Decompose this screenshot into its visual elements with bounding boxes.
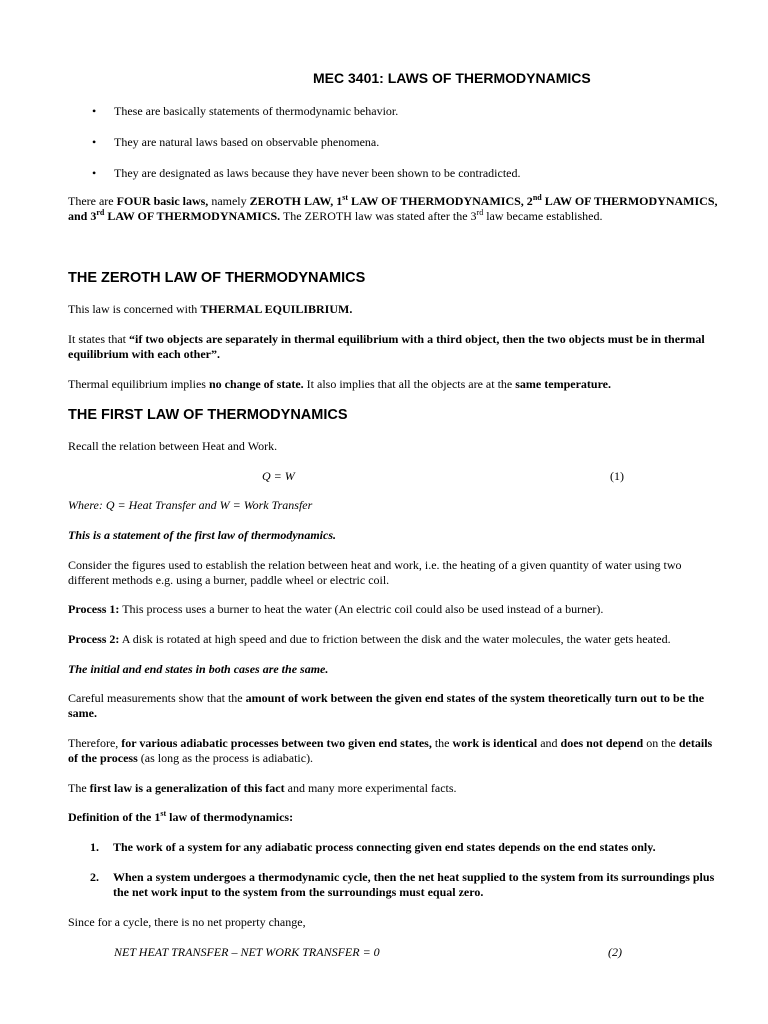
definition-heading (68, 810, 718, 825)
list-item: The work of a system for any adiabatic process connecting given end states depends on the end states only. (113, 840, 656, 854)
zeroth-statement-paragraph (68, 332, 718, 362)
text: (as long as the process is adiabatic). (137, 751, 314, 765)
zeroth-law-heading: THE ZEROTH LAW OF THERMODYNAMICS (68, 270, 366, 286)
equation-1: Q = W (262, 469, 295, 483)
bullet-text: They are natural laws based on observable phenomena. (114, 135, 380, 149)
bullet-text: These are basically statements of thermodynamic behavior. (114, 104, 399, 118)
document-title: MEC 3401: LAWS OF THERMODYNAMICS (313, 70, 591, 86)
equation-2: NET HEAT TRANSFER – NET WORK TRANSFER = 0 (114, 945, 380, 959)
bold-text: FOUR basic laws, (116, 194, 209, 208)
process-2-paragraph (68, 632, 718, 647)
text: This law is concerned with (68, 302, 201, 316)
bold-text: Definition of the 1 (68, 810, 161, 824)
same-states-paragraph: The initial and end states in both cases are the same. (68, 662, 329, 676)
superscript: nd (532, 193, 542, 202)
bullet-item (92, 135, 379, 150)
text: It also implies that all the objects are at the (303, 377, 516, 391)
bold-text: ZEROTH LAW, 1 (249, 194, 343, 208)
first-law-heading: THE FIRST LAW OF THERMODYNAMICS (68, 407, 348, 423)
list-item-number: 1. (90, 840, 99, 854)
text: on the (643, 736, 679, 750)
bold-text: work is identical (452, 736, 538, 750)
list-item-number: 2. (90, 870, 99, 884)
first-law-statement: This is a statement of the first law of thermodynamics. (68, 528, 337, 542)
bold-text: “if two objects are separately in thermal equilibrium with a third object, then the two objects must be in thermal equilibrium with each other”. (68, 332, 705, 361)
therefore-paragraph (68, 736, 718, 766)
bold-text: LAW OF THERMODYNAMICS. (104, 209, 281, 223)
text: The (68, 781, 90, 795)
equation-1-number: (1) (610, 469, 624, 483)
list-item: When a system undergoes a thermodynamic cycle, then the net heat supplied to the system from its surroundings plus the net work input to the system from the surroundings must equal zero. (113, 870, 715, 899)
text: A disk is rotated at high speed and due to friction between the disk and the water molecules, the water gets heated. (119, 632, 671, 646)
bold-text: THERMAL EQUILIBRIUM. (200, 302, 353, 316)
generalization-paragraph (68, 781, 718, 796)
careful-paragraph (68, 691, 718, 721)
text: It states that (68, 332, 129, 346)
where-paragraph: Where: Q = Heat Transfer and W = Work Transfer (68, 498, 313, 512)
bold-text: first law is a generalization of this fact (89, 781, 285, 795)
bullet-dot-icon: • (92, 104, 97, 118)
bold-text: law of thermodynamics: (166, 810, 294, 824)
bullet-text: They are designated as laws because they have never been shown to be contradicted. (114, 166, 521, 180)
recall-paragraph: Recall the relation between Heat and Work. (68, 439, 278, 453)
superscript: st (160, 809, 167, 818)
bold-text: LAW OF THERMODYNAMICS, and 3 (68, 194, 718, 223)
bold-text: amount of work between the given end states of the system theoretically turn out to be the same. (68, 691, 705, 720)
four-laws-paragraph (68, 194, 718, 224)
superscript: rd (96, 208, 105, 217)
bullet-item (92, 166, 521, 181)
bold-text: no change of state. (208, 377, 304, 391)
bullet-dot-icon: • (92, 135, 97, 149)
cycle-paragraph: Since for a cycle, there is no net property change, (68, 915, 306, 929)
bold-text: details of the process (68, 736, 713, 765)
bold-text: LAW OF THERMODYNAMICS, 2 (348, 194, 533, 208)
superscript: rd (476, 208, 484, 217)
zeroth-concern-paragraph (68, 302, 718, 317)
bold-text: same temperature. (515, 377, 612, 391)
bold-text: Process 1: (68, 602, 120, 616)
text: Careful measurements show that the (68, 691, 246, 705)
consider-paragraph: Consider the figures used to establish the relation between heat and work, i.e. the heating of a given quantity of water using two different methods e.g. using a burner, paddle wheel or electric coil. (68, 558, 682, 587)
text: namely (208, 194, 250, 208)
text: There are (68, 194, 117, 208)
superscript: st (342, 193, 349, 202)
bullet-item (92, 104, 398, 119)
text: and many more experimental facts. (284, 781, 457, 795)
text: Thermal equilibrium implies (68, 377, 209, 391)
equation-2-number: (2) (608, 945, 622, 959)
text: This process uses a burner to heat the water (An electric coil could also be used instead of a burner). (119, 602, 604, 616)
bold-text: for various adiabatic processes between two given end states, (121, 736, 432, 750)
zeroth-implies-paragraph (68, 377, 718, 392)
text: law became established. (483, 209, 603, 223)
bullet-dot-icon: • (92, 166, 97, 180)
text: Therefore, (68, 736, 122, 750)
process-1-paragraph (68, 602, 718, 617)
text: and (537, 736, 561, 750)
text: the (431, 736, 453, 750)
bold-text: does not depend (560, 736, 644, 750)
bold-text: Process 2: (68, 632, 120, 646)
text: The ZEROTH law was stated after the 3 (280, 209, 477, 223)
